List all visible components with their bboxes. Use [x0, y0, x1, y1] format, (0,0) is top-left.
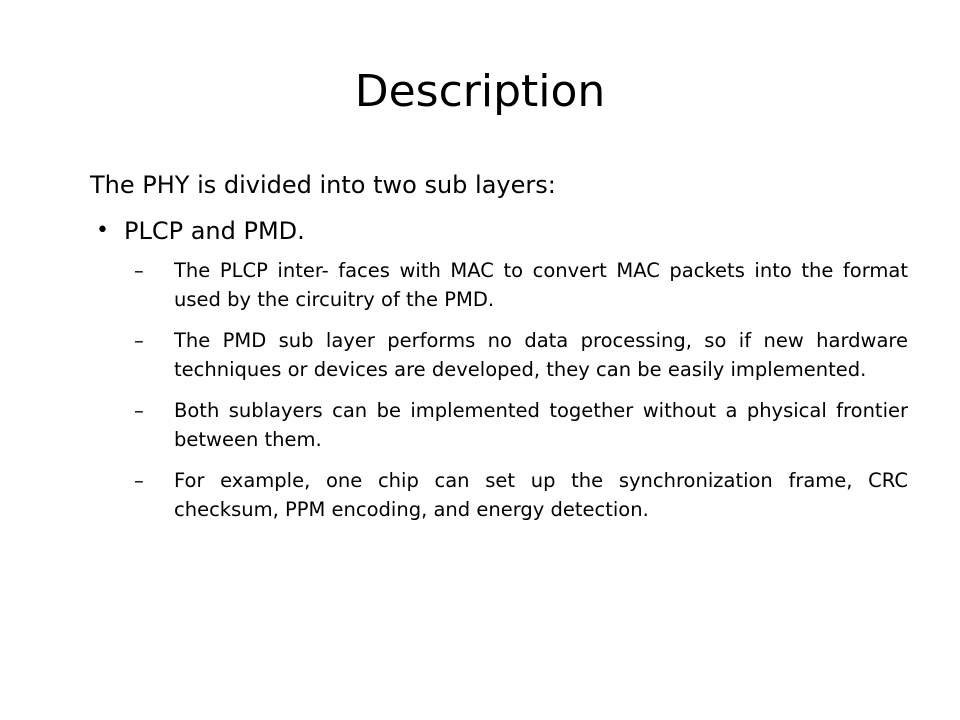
- bullet-text: PLCP and PMD.: [124, 217, 305, 245]
- dash-marker: –: [134, 259, 144, 282]
- sub-item-text: The PLCP inter- faces with MAC to convert MAC packets into the format used by the circuitry of the PMD.: [174, 259, 908, 311]
- sub-item-pmd: [134, 326, 908, 384]
- slide-title: Description: [354, 66, 606, 117]
- bullet-item: [90, 214, 908, 248]
- bullet-marker: •: [96, 218, 109, 243]
- slide-content: [90, 168, 908, 536]
- sub-item-plcp: [134, 256, 908, 314]
- sub-item-both: [134, 396, 908, 454]
- dash-marker: –: [134, 329, 144, 352]
- dash-marker: –: [134, 469, 144, 492]
- sub-item-text: For example, one chip can set up the synchronization frame, CRC checksum, PPM encoding, and energy detection.: [174, 469, 908, 521]
- sub-item-text: Both sublayers can be implemented together without a physical frontier between them.: [174, 399, 908, 451]
- sub-item-text: The PMD sub layer performs no data processing, so if new hardware techniques or devices are developed, they can be easily implemented.: [174, 329, 908, 381]
- intro-text: The PHY is divided into two sub layers:: [90, 171, 556, 199]
- dash-marker: –: [134, 399, 144, 422]
- sub-item-example: [134, 466, 908, 524]
